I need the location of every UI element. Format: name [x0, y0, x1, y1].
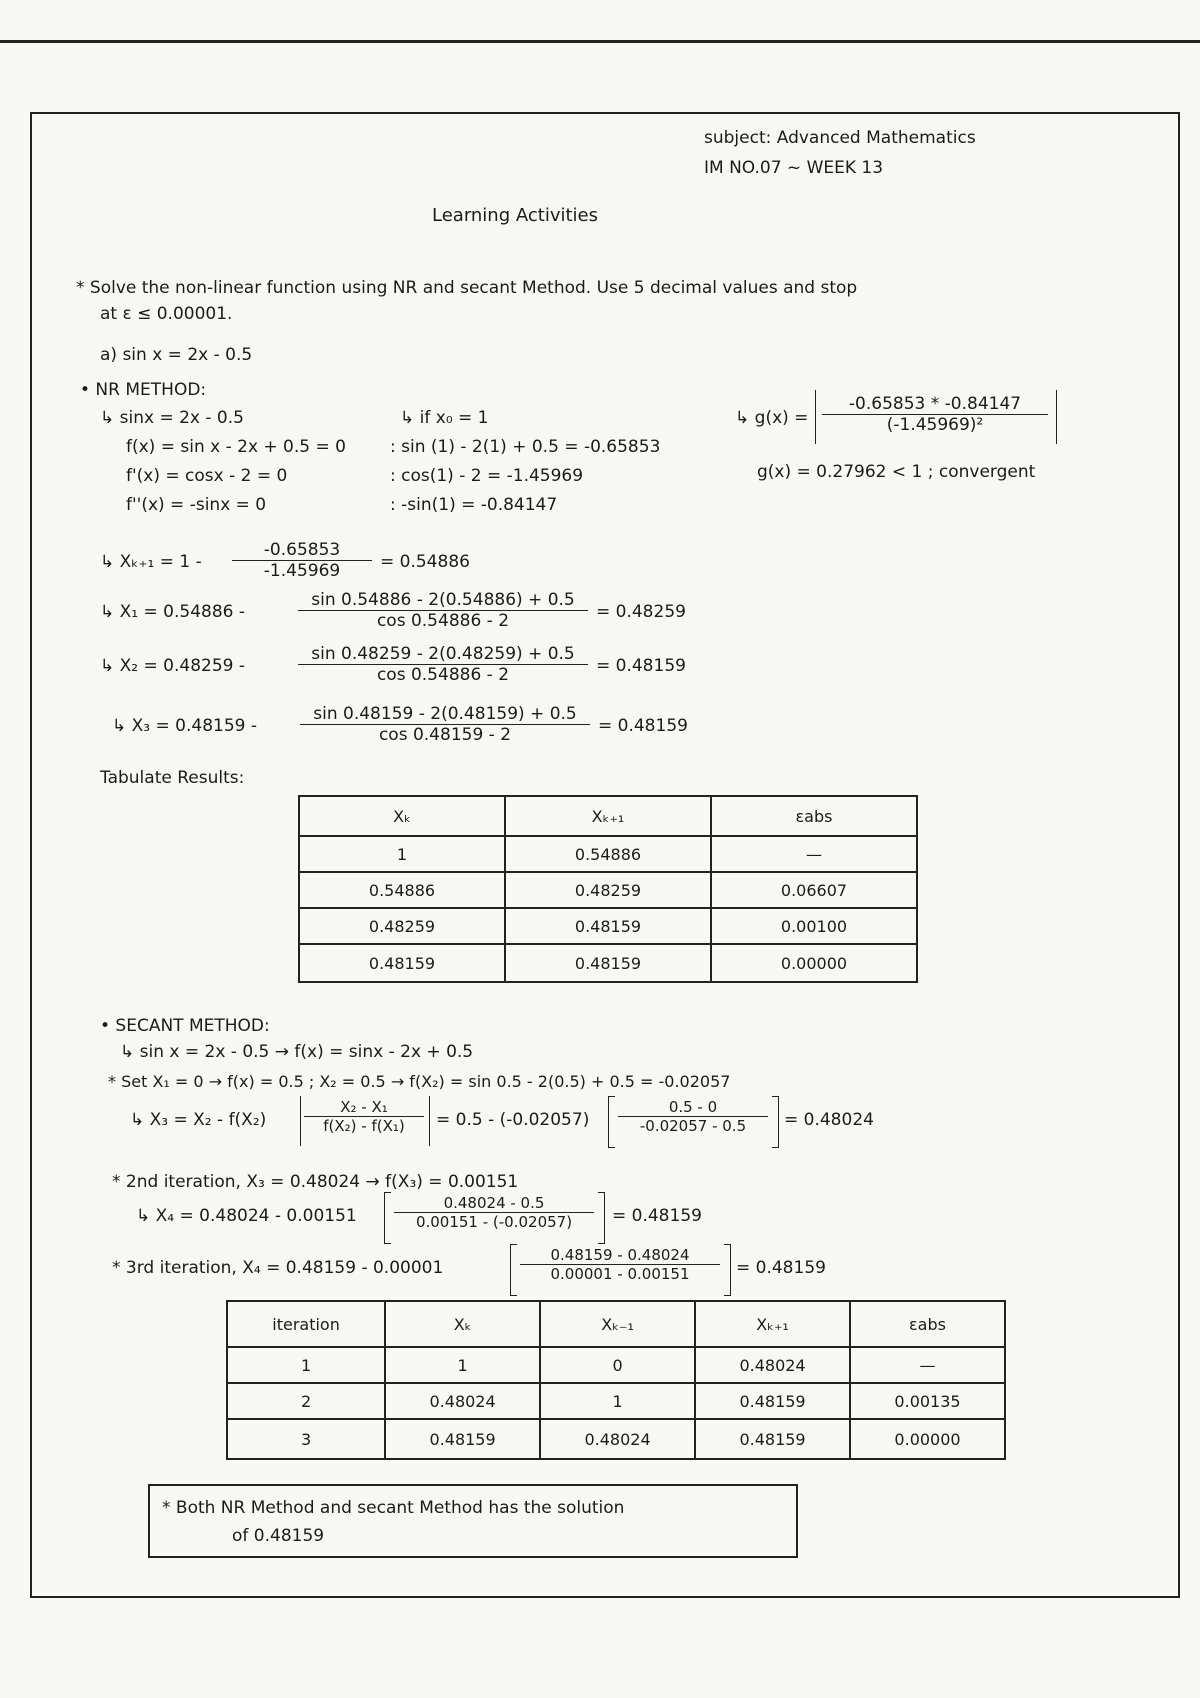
table-cell: 0.00000 [850, 1419, 1005, 1459]
nr-left-line: ↳ sinx = 2x - 0.5 [100, 408, 244, 428]
table-cell: 0.48159 [695, 1383, 850, 1419]
g-denominator: (-1.45969)² [886, 415, 984, 435]
left-bracket [608, 1096, 615, 1148]
top-rule [0, 40, 1200, 43]
table-cell: 0.54886 [505, 836, 711, 872]
instruction-line-1: * Solve the non-linear function using NR and secant Method. Use 5 decimal values and stop [76, 278, 858, 298]
nr-results-table [298, 795, 918, 983]
it1-fraction [298, 590, 588, 631]
it3-denominator: cos 0.48159 - 2 [378, 725, 512, 745]
table-cell: 3 [227, 1419, 385, 1459]
table-header: iteration [227, 1301, 385, 1347]
nr-mid-line: : -sin(1) = -0.84147 [390, 495, 558, 515]
table-cell: — [850, 1347, 1005, 1383]
it3-fraction [300, 704, 590, 745]
table-cell: 0.48259 [299, 908, 505, 944]
iter3-prefix: * 3rd iteration, X₄ = 0.48159 - 0.00001 [112, 1258, 444, 1278]
instruction-line-2: at ε ≤ 0.00001. [100, 304, 233, 324]
subject-label: subject: Advanced Mathematics [704, 128, 976, 148]
table-cell: 0.48159 [505, 908, 711, 944]
right-bracket [724, 1244, 731, 1296]
it0-numerator: -0.65853 [232, 540, 372, 561]
it0-prefix: ↳ Xₖ₊₁ = 1 - [100, 552, 202, 572]
table-row [227, 1383, 1005, 1419]
x3-denominator: f(X₂) - f(X₁) [323, 1117, 405, 1135]
table-cell: 1 [299, 836, 505, 872]
iter2-line: * 2nd iteration, X₃ = 0.48024 → f(X₃) = 0.00151 [112, 1172, 519, 1192]
table-row [299, 872, 917, 908]
module-label: IM NO.07 ~ WEEK 13 [704, 158, 884, 178]
x3-fraction-1 [304, 1098, 424, 1135]
table-header: Xₖ₋₁ [540, 1301, 695, 1347]
table-cell: 0.00100 [711, 908, 917, 944]
table-row [299, 908, 917, 944]
it2-prefix: ↳ X₂ = 0.48259 - [100, 656, 245, 676]
it2-denominator: cos 0.54886 - 2 [376, 665, 510, 685]
table-cell: 0.48024 [540, 1419, 695, 1459]
it2-numerator: sin 0.48259 - 2(0.48259) + 0.5 [298, 644, 588, 665]
it3-numerator: sin 0.48159 - 2(0.48159) + 0.5 [300, 704, 590, 725]
it0-denominator: -1.45969 [263, 561, 341, 581]
iter3-denominator: 0.00001 - 0.00151 [550, 1265, 690, 1283]
x3-fraction-2 [618, 1098, 768, 1135]
conclusion-line-2: of 0.48159 [232, 1526, 325, 1546]
x3-prefix: ↳ X₃ = X₂ - f(X₂) [130, 1110, 267, 1130]
table-header: Xₖ [299, 796, 505, 836]
table-cell: 1 [385, 1347, 540, 1383]
table-row [227, 1347, 1005, 1383]
table-cell: 0.48159 [505, 944, 711, 982]
table-row [299, 944, 917, 982]
tabulate-label: Tabulate Results: [100, 768, 245, 788]
table-cell: 2 [227, 1383, 385, 1419]
table-row [299, 836, 917, 872]
x3-result: = 0.48024 [784, 1110, 874, 1130]
x4-denominator: 0.00151 - (-0.02057) [415, 1213, 573, 1231]
nr-left-line: f''(x) = -sinx = 0 [126, 495, 267, 515]
it0-result: = 0.54886 [380, 552, 470, 572]
secant-line-1: ↳ sin x = 2x - 0.5 → f(x) = sinx - 2x + 0.5 [120, 1042, 474, 1062]
table-cell: 1 [227, 1347, 385, 1383]
table-cell: 0.48159 [695, 1419, 850, 1459]
g-result: g(x) = 0.27962 < 1 ; convergent [757, 462, 1036, 482]
nr-mid-line: ↳ if x₀ = 1 [400, 408, 489, 428]
it3-result: = 0.48159 [598, 716, 688, 736]
x4-fraction [394, 1194, 594, 1231]
table-cell: 0 [540, 1347, 695, 1383]
table-cell: 0.48024 [385, 1383, 540, 1419]
table-cell: 0.48024 [695, 1347, 850, 1383]
x3-numerator: X₂ - X₁ [304, 1098, 424, 1117]
x3-denominator-2: -0.02057 - 0.5 [639, 1117, 747, 1135]
it1-prefix: ↳ X₁ = 0.54886 - [100, 602, 245, 622]
table-cell: 0.48159 [385, 1419, 540, 1459]
nr-mid-line: : cos(1) - 2 = -1.45969 [390, 466, 584, 486]
table-header: Xₖ₊₁ [505, 796, 711, 836]
table-cell: 0.00000 [711, 944, 917, 982]
conclusion-line-1: * Both NR Method and secant Method has the solution [162, 1498, 625, 1518]
table-header: Xₖ [385, 1301, 540, 1347]
nr-heading: • NR METHOD: [80, 380, 207, 400]
conclusion-box [148, 1484, 798, 1558]
secant-results-table [226, 1300, 1006, 1460]
x4-prefix: ↳ X₄ = 0.48024 - 0.00151 [136, 1206, 357, 1226]
table-cell: — [711, 836, 917, 872]
problem-statement: a) sin x = 2x - 0.5 [100, 345, 253, 365]
secant-line-2: * Set X₁ = 0 → f(x) = 0.5 ; X₂ = 0.5 → f(X₂) = sin 0.5 - 2(0.5) + 0.5 = -0.02057 [108, 1072, 731, 1091]
table-cell: 0.54886 [299, 872, 505, 908]
right-bracket [598, 1192, 605, 1244]
left-bracket [384, 1192, 391, 1244]
table-header: εabs [850, 1301, 1005, 1347]
nr-left-line: f(x) = sin x - 2x + 0.5 = 0 [126, 437, 346, 457]
table-header: εabs [711, 796, 917, 836]
table-cell: 0.48159 [299, 944, 505, 982]
it1-denominator: cos 0.54886 - 2 [376, 611, 510, 631]
table-cell: 1 [540, 1383, 695, 1419]
it2-fraction [298, 644, 588, 685]
it2-result: = 0.48159 [596, 656, 686, 676]
table-cell: 0.06607 [711, 872, 917, 908]
table-row [227, 1419, 1005, 1459]
right-bracket [772, 1096, 779, 1148]
page-title: Learning Activities [432, 205, 598, 226]
x4-numerator: 0.48024 - 0.5 [394, 1194, 594, 1213]
it1-result: = 0.48259 [596, 602, 686, 622]
it3-prefix: ↳ X₃ = 0.48159 - [112, 716, 257, 736]
secant-heading: • SECANT METHOD: [100, 1016, 270, 1036]
iter3-result: = 0.48159 [736, 1258, 826, 1278]
iter3-numerator: 0.48159 - 0.48024 [520, 1246, 720, 1265]
nr-left-line: f'(x) = cosx - 2 = 0 [126, 466, 288, 486]
it0-fraction [232, 540, 372, 581]
g-fraction [822, 394, 1048, 435]
table-cell: 0.48259 [505, 872, 711, 908]
x3-mid: = 0.5 - (-0.02057) [436, 1110, 590, 1130]
g-numerator: -0.65853 * -0.84147 [822, 394, 1048, 415]
x3-numerator-2: 0.5 - 0 [618, 1098, 768, 1117]
left-bracket [510, 1244, 517, 1296]
g-label: ↳ g(x) = [735, 408, 809, 428]
x4-result: = 0.48159 [612, 1206, 702, 1226]
nr-mid-line: : sin (1) - 2(1) + 0.5 = -0.65853 [390, 437, 661, 457]
table-header: Xₖ₊₁ [695, 1301, 850, 1347]
iter3-fraction [520, 1246, 720, 1283]
it1-numerator: sin 0.54886 - 2(0.54886) + 0.5 [298, 590, 588, 611]
table-cell: 0.00135 [850, 1383, 1005, 1419]
